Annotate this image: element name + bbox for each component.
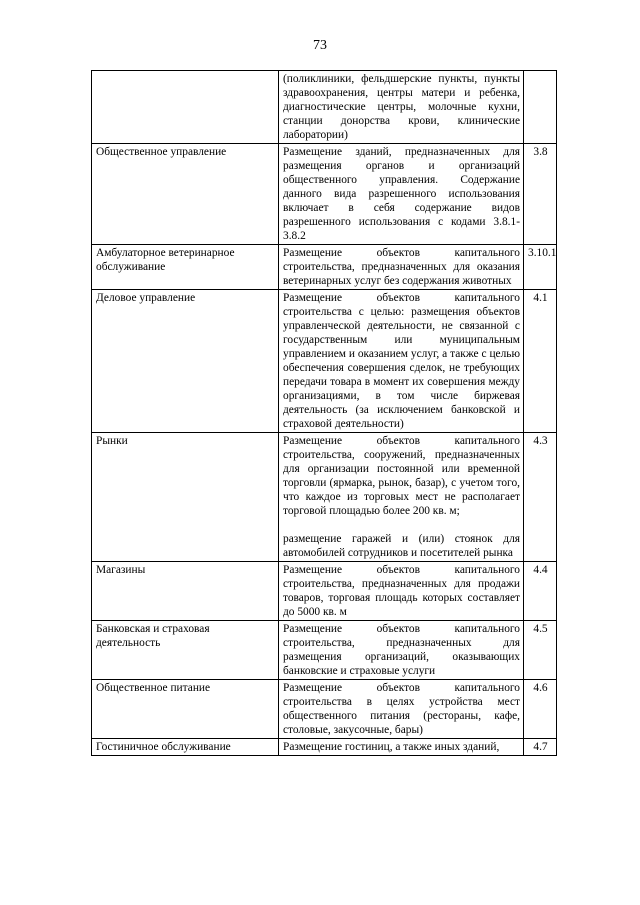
description-paragraph: Размещение гостиниц, а также иных зданий, <box>283 741 500 753</box>
table-row <box>92 621 557 680</box>
use-type-description <box>279 433 524 562</box>
use-type-name: Общественное питание <box>92 680 279 739</box>
description-paragraph: Размещение объектов капитального строительства, предназначенных для продажи товаров, торговая площадь которых составляет до 5000 кв. м <box>283 564 520 618</box>
description-paragraph: Размещение объектов капитального строительства, сооружений, предназначенных для организации постоянной или временной торговли (ярмарка, рынок, базар), с учетом того, что каждое из торговых мест не располагает торговой площадью более 200 кв. м; <box>283 435 520 517</box>
use-type-description <box>279 144 524 245</box>
use-type-name: Общественное управление <box>92 144 279 245</box>
use-type-code: 4.4 <box>524 562 557 621</box>
table-row <box>92 680 557 739</box>
use-type-description <box>279 680 524 739</box>
description-paragraph: Размещение зданий, предназначенных для размещения органов и организаций общественного управления. Содержание данного вида разрешенного использования включает в себя содержание видов разрешенного использования с кодами 3.8.1-3.8.2 <box>283 146 520 242</box>
use-type-name: Рынки <box>92 433 279 562</box>
use-type-code: 4.7 <box>524 739 557 756</box>
use-type-description <box>279 290 524 433</box>
use-type-code: 4.5 <box>524 621 557 680</box>
use-type-code: 4.1 <box>524 290 557 433</box>
table-row <box>92 71 557 144</box>
table-row <box>92 290 557 433</box>
use-type-name: Банковская и страховая деятельность <box>92 621 279 680</box>
use-type-description <box>279 245 524 290</box>
table-body <box>92 71 557 756</box>
table-row <box>92 739 557 756</box>
use-type-description <box>279 621 524 680</box>
use-type-code: 4.6 <box>524 680 557 739</box>
use-type-code: 4.3 <box>524 433 557 562</box>
description-paragraph: Размещение объектов капитального строительства с целью: размещения объектов управленческой деятельности, не связанной с государственным или муниципальным управлением и оказанием услуг, а также с целью обеспечения совершения сделок, не требующих передачи товара в момент их совершения между организациями, в том числе биржевая деятельность (за исключением банковской и страховой деятельности) <box>283 292 520 430</box>
table-row <box>92 433 557 562</box>
table-row <box>92 144 557 245</box>
use-type-name: Амбулаторное ветеринарное обслуживание <box>92 245 279 290</box>
description-paragraph: Размещение объектов капитального строительства, предназначенных для размещения организаций, оказывающих банковские и страховые услуги <box>283 623 520 677</box>
use-type-description <box>279 562 524 621</box>
table-row <box>92 562 557 621</box>
use-type-description <box>279 739 524 756</box>
use-type-code <box>524 71 557 144</box>
use-type-name: Деловое управление <box>92 290 279 433</box>
table-row <box>92 245 557 290</box>
use-type-name <box>92 71 279 144</box>
use-type-code: 3.10.1 <box>524 245 557 290</box>
use-type-name: Магазины <box>92 562 279 621</box>
page-number: 73 <box>313 38 327 53</box>
land-use-table <box>91 70 557 756</box>
use-type-code: 3.8 <box>524 144 557 245</box>
use-type-description <box>279 71 524 144</box>
description-paragraph: Размещение объектов капитального строительства в целях устройства мест общественного питания (рестораны, кафе, столовые, закусочные, бары) <box>283 682 520 736</box>
description-paragraph: (поликлиники, фельдшерские пункты, пункты здравоохранения, центры матери и ребенка, диагностические центры, молочные кухни, станции донорства крови, клинические лаборатории) <box>283 73 520 141</box>
description-paragraph: размещение гаражей и (или) стоянок для автомобилей сотрудников и посетителей рынка <box>283 533 520 559</box>
description-paragraph: Размещение объектов капитального строительства, предназначенных для оказания ветеринарных услуг без содержания животных <box>283 247 520 287</box>
use-type-name: Гостиничное обслуживание <box>92 739 279 756</box>
